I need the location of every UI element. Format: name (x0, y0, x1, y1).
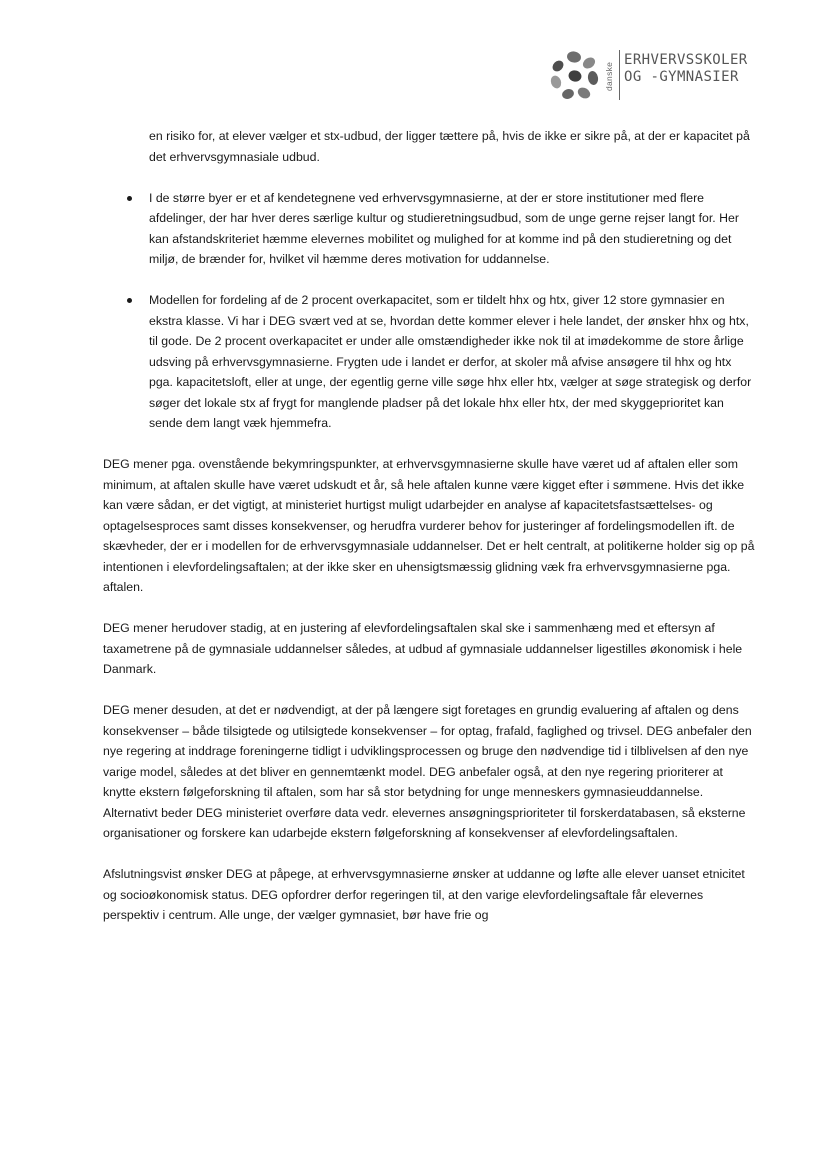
logo-line-2: OG -GYMNASIER (624, 69, 739, 85)
logo-name (624, 52, 748, 86)
bullet-item (149, 188, 755, 270)
bullet-text: Modellen for fordeling af de 2 procent overkapacitet, som er tildelt hhx og htx, giver 12 store gymnasier en ekstra klasse. Vi har i DEG svært ved at se, hvordan dette kommer elever i hele landet, der ønsker hhx og htx, til gode. De 2 procent overkapacitet er under alle omstændigheder ikke nok til at imødekomme de store årlige udsving på erhvervsgymnasierne. Frygten ude i landet er derfor, at skoler må afvise ansøgere til hhx og htx pga. kapacitetsloft, eller at unge, der egentlig gerne ville søge hhx eller htx, vælger at søge strategisk og derfor søger det lokale stx af frygt for manglende pladser på det lokale hhx eller htx, der med skyggeprioritet kan sende dem langt væk hjemmefra. (149, 293, 752, 430)
paragraph: Afslutningsvist ønsker DEG at påpege, at erhvervsgymnasierne ønsker at uddanne og løfte alle elever uanset etnicitet og socioøkonomisk status. DEG opfordrer derfor regeringen til, at den varige elevfordelingsaftale får elevernes perspektiv i centrum. Alle unge, der vælger gymnasiet, bør have frie og (103, 867, 745, 922)
organization-logo (546, 44, 756, 104)
paragraph: DEG mener desuden, at det er nødvendigt, at der på længere sigt foretages en grundig evaluering af aftalen og dens konsekvenser – både tilsigtede og utilsigtede konsekvenser – for optag, frafald, faglighed og trivsel. DEG anbefaler den nye regering at inddrage foreningerne tidligt i udviklingsprocessen og bruge den nødvendige tid i tilblivelsen af den nye varige model, således at det bliver en gennemtænkt model. DEG anbefaler også, at den nye regering prioriterer at knytte ekstern følgeforskning til aftalen, som har så stor betydning for unge menneskers gymnasieuddannelse. Alternativt beder DEG ministeriet overføre data vedr. elevernes ansøgningsprioriteter til forskerdatabasen, så eksterne organisationer og forskere kan udarbejde ekstern følgeforskning af konsekvenser af elevfordelingsaftalen. (103, 703, 752, 840)
bullet-item (149, 290, 755, 434)
logo-divider (619, 50, 620, 100)
document-body (103, 126, 755, 926)
bullet-dot-icon (127, 298, 132, 303)
bullet-text: I de større byer er et af kendetegnene ved erhvervsgymnasierne, at der er store institutioner med flere afdelinger, der har hver deres særlige kultur og studieretningsudbud, som de unge gerne rejser langt for. Her kan afstandskriteriet hæmme elevernes mobilitet og mulighed for at komme ind på den studieretning og det miljø, de brænder for, hvilket vil hæmme deres motivation for uddannelse. (149, 190, 739, 266)
logo-line-1: ERHVERVSSKOLER (624, 52, 748, 68)
paragraph: DEG mener pga. ovenstående bekymringspunkter, at erhvervsgymnasierne skulle have været ud af aftalen eller som minimum, at aftalen skulle have været udskudt et år, så hele aftalen kunne være kigget efter i sømmene. Hvis det ikke kan være sådan, er det vigtigt, at ministeriet hurtigst muligt udarbejder en analyse af kapacitetsfastsættelses- og optagelsesproces samt disses konsekvenser, og herudfra vurderer behov for justeringer af fordelingsmodellen ift. de skævheder, der er i modellen for de erhvervsgymnasiale uddannelser. Det er helt centralt, at politikerne holder sig op på intentionen i elevfordelingsaftalen; at der ikke sker en uhensigtsmæssig glidning væk fra erhvervsgymnasierne pga. aftalen. (103, 457, 755, 594)
continued-paragraph: en risiko for, at elever vælger et stx-udbud, der ligger tættere på, hvis de ikke er sikre på, at der er kapacitet på det erhvervsgymnasiale udbud. (149, 129, 750, 164)
logo-small-text: danske (604, 61, 614, 91)
stones-logo-icon (546, 48, 602, 104)
bullet-dot-icon (127, 196, 132, 201)
paragraph: DEG mener herudover stadig, at en justering af elevfordelingsaftalen skal ske i sammenhæng med et eftersyn af taxametrene på de gymnasiale uddannelser således, at udbud af gymnasiale uddannelser ligestilles økonomisk i hele Danmark. (103, 621, 743, 676)
